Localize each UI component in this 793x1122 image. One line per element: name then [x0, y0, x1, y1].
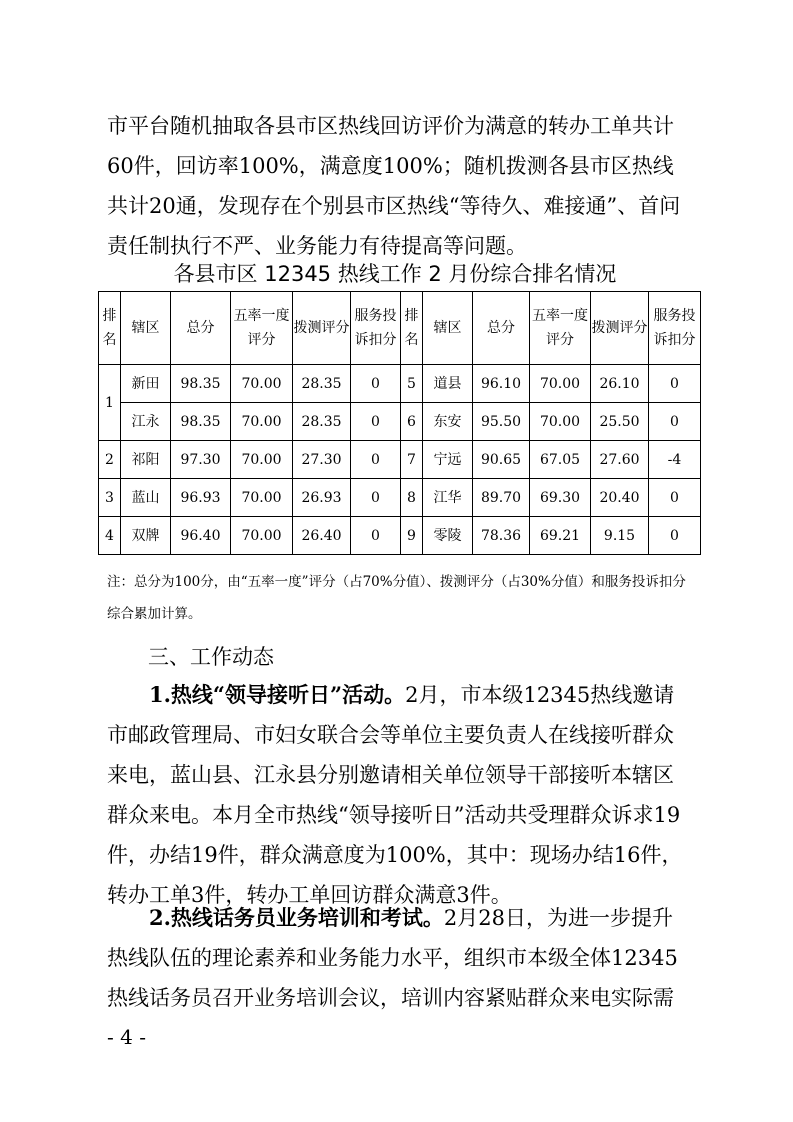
cell-complaint: 0 — [649, 365, 701, 403]
table-row — [99, 365, 701, 403]
cell-five-rate: 70.00 — [231, 479, 293, 517]
cell-total: 78.36 — [473, 517, 530, 555]
item-1-paragraph — [107, 675, 687, 915]
cell-complaint: 0 — [351, 365, 401, 403]
cell-total: 96.93 — [171, 479, 231, 517]
table-row — [99, 479, 701, 517]
cell-complaint: 0 — [351, 517, 401, 555]
cell-five-rate: 70.00 — [231, 365, 293, 403]
cell-district: 祁阳 — [121, 441, 171, 479]
header-district: 辖区 — [121, 292, 171, 365]
cell-complaint: 0 — [649, 403, 701, 441]
cell-complaint: 0 — [351, 479, 401, 517]
cell-complaint: 0 — [649, 517, 701, 555]
cell-dial-test: 27.30 — [293, 441, 351, 479]
table-header-row — [99, 292, 701, 365]
cell-dial-test: 27.60 — [591, 441, 649, 479]
item-2-paragraph — [107, 898, 687, 1018]
cell-five-rate: 67.05 — [530, 441, 591, 479]
cell-district: 零陵 — [423, 517, 473, 555]
cell-complaint: 0 — [351, 403, 401, 441]
table-title: 各县市区 12345 热线工作 2 月份综合排名情况 — [173, 262, 617, 286]
page-number: - 4 - — [107, 1025, 146, 1049]
table-row — [99, 441, 701, 479]
header-rank: 排名 — [401, 292, 423, 365]
cell-complaint: -4 — [649, 441, 701, 479]
cell-dial-test: 26.10 — [591, 365, 649, 403]
header-five-rate: 五率一度评分 — [530, 292, 591, 365]
cell-complaint: 0 — [649, 479, 701, 517]
table-row — [99, 517, 701, 555]
cell-total: 95.50 — [473, 403, 530, 441]
cell-rank: 8 — [401, 479, 423, 517]
cell-five-rate: 69.30 — [530, 479, 591, 517]
header-total: 总分 — [473, 292, 530, 365]
cell-district: 双牌 — [121, 517, 171, 555]
cell-district: 江永 — [121, 403, 171, 441]
cell-total: 89.70 — [473, 479, 530, 517]
header-complaint: 服务投诉扣分 — [351, 292, 401, 365]
cell-dial-test: 26.40 — [293, 517, 351, 555]
item-2-body: 2月28日，为进一步提升热线队伍的理论素养和业务能力水平，组织市本级全体12345热线话务员召开业务培训会议，培训内容紧贴群众来电实际需 — [107, 906, 678, 1010]
cell-dial-test: 20.40 — [591, 479, 649, 517]
cell-five-rate: 70.00 — [231, 403, 293, 441]
cell-dial-test: 28.35 — [293, 365, 351, 403]
table-row — [99, 403, 701, 441]
cell-total: 90.65 — [473, 441, 530, 479]
header-district: 辖区 — [423, 292, 473, 365]
cell-five-rate: 70.00 — [231, 441, 293, 479]
cell-total: 98.35 — [171, 403, 231, 441]
cell-district: 蓝山 — [121, 479, 171, 517]
ranking-table — [98, 291, 701, 555]
cell-dial-test: 28.35 — [293, 403, 351, 441]
header-five-rate: 五率一度评分 — [231, 292, 293, 365]
cell-complaint: 0 — [351, 441, 401, 479]
cell-district: 宁远 — [423, 441, 473, 479]
cell-rank: 9 — [401, 517, 423, 555]
cell-five-rate: 70.00 — [530, 365, 591, 403]
cell-rank: 2 — [99, 441, 121, 479]
table-note: 注：总分为100分，由“五率一度”评分（占70%分值）、拨测评分（占30%分值）和服务投诉扣分综合累加计算。 — [107, 574, 686, 622]
cell-five-rate: 69.21 — [530, 517, 591, 555]
cell-total: 97.30 — [171, 441, 231, 479]
header-complaint: 服务投诉扣分 — [649, 292, 701, 365]
cell-five-rate: 70.00 — [231, 517, 293, 555]
header-rank: 排名 — [99, 292, 121, 365]
cell-dial-test: 26.93 — [293, 479, 351, 517]
item-1-heading: 1.热线“领导接听日”活动。 — [149, 682, 406, 707]
header-total: 总分 — [171, 292, 231, 365]
cell-rank: 6 — [401, 403, 423, 441]
cell-five-rate: 70.00 — [530, 403, 591, 441]
cell-rank: 4 — [99, 517, 121, 555]
cell-district: 江华 — [423, 479, 473, 517]
cell-rank: 3 — [99, 479, 121, 517]
item-1-body: 2月，市本级12345热线邀请市邮政管理局、市妇女联合会等单位主要负责人在线接听群众来电，蓝山县、江永县分别邀请相关单位领导干部接听本辖区群众来电。本月全市热线“领导接听日”活动共受理群众诉求19件，办结19件，群众满意度为100%，其中：现场办结16件，转办工单3件，转办工单回访群众满意3件。 — [107, 683, 683, 907]
cell-total: 96.40 — [171, 517, 231, 555]
cell-district: 道县 — [423, 365, 473, 403]
section-heading: 三、工作动态 — [148, 645, 274, 669]
cell-total: 98.35 — [171, 365, 231, 403]
header-dial-test: 拨测评分 — [293, 292, 351, 365]
cell-total: 96.10 — [473, 365, 530, 403]
cell-rank: 7 — [401, 441, 423, 479]
cell-district: 新田 — [121, 365, 171, 403]
cell-rank: 1 — [99, 365, 121, 441]
intro-paragraph: 市平台随机抽取各县市区热线回访评价为满意的转办工单共计60件，回访率100%，满意度100%；随机拨测各县市区热线共计20通，发现存在个别县市区热线“等待久、难接通”、首问责任制执行不严、业务能力有待提高等问题。 — [107, 114, 681, 258]
header-dial-test: 拨测评分 — [591, 292, 649, 365]
cell-dial-test: 9.15 — [591, 517, 649, 555]
cell-dial-test: 25.50 — [591, 403, 649, 441]
cell-rank: 5 — [401, 365, 423, 403]
cell-district: 东安 — [423, 403, 473, 441]
item-2-heading: 2.热线话务员业务培训和考试。 — [149, 905, 444, 930]
